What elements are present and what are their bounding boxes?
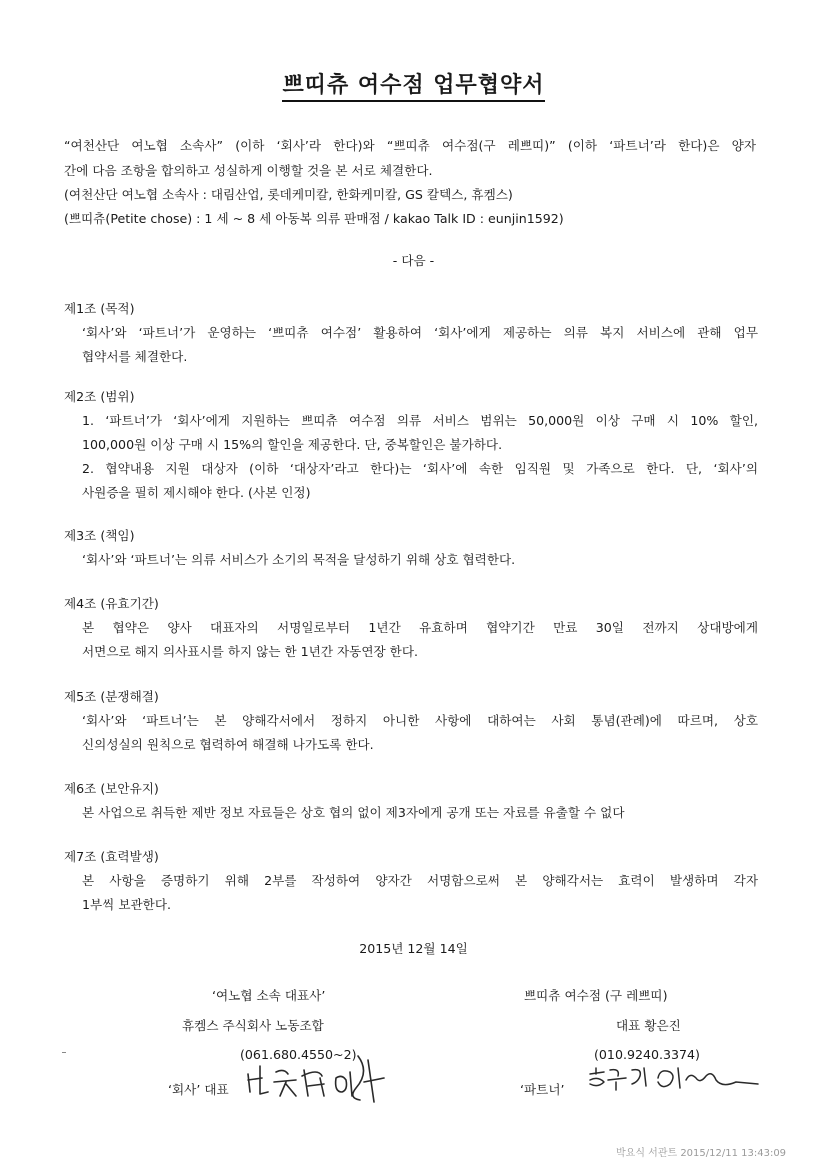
article-heading: 제7조 (효력발생) (64, 849, 159, 864)
partner-rep-label: ‘파트너’ (520, 1082, 565, 1097)
article-heading: 제3조 (책임) (64, 528, 135, 543)
company-name: 휴켐스 주식회사 노동조합 (182, 1018, 324, 1033)
article-line: 2. 협약내용 지원 대상자 (이하 ‘대상자’라고 한다)는 ‘회사’에 속한 임직원 및 가족으로 한다. 단, ‘회사’의 (82, 461, 758, 476)
article-line: 100,000원 이상 구매 시 15%의 할인을 제공한다. 단, 중복할인은 불가하다. (82, 437, 503, 452)
document-title (0, 68, 827, 99)
company-phone: (061.680.4550~2) (240, 1047, 357, 1062)
document-title-text: 쁘띠츄 여수점 업무협약서 (282, 73, 544, 102)
intro-line: “여천산단 여노협 소속사” (이하 ‘회사’라 한다)와 “쁘띠츄 여수점(구 레쁘띠)” (이하 ‘파트너’라 한다)은 양자 (64, 138, 756, 153)
separator: - 다음 - (392, 253, 435, 268)
article-line: 본 협약은 양사 대표자의 서명일로부터 1년간 유효하며 협약기간 만료 30일 전까지 상대방에게 (82, 620, 758, 635)
article-heading: 제1조 (목적) (64, 301, 135, 316)
article-line: 협약서를 체결한다. (82, 349, 188, 364)
partner-signature (586, 1062, 762, 1098)
article-line: ‘회사’와 ‘파트너’는 의류 서비스가 소기의 목적을 달성하기 위해 상호 협력한다. (82, 552, 516, 567)
article-line: 본 사업으로 취득한 제반 정보 자료들은 상호 협의 없이 제3자에게 공개 또는 자료를 유출할 수 없다 (82, 805, 625, 820)
article-line: 신의성실의 원칙으로 협력하여 해결해 나가도록 한다. (82, 737, 374, 752)
partner-name: 대표 황은진 (616, 1018, 681, 1033)
signing-date: 2015년 12월 14일 (359, 941, 468, 956)
print-footer: 박요식 서관트 2015/12/11 13:43:09 (616, 1148, 787, 1159)
company-rep-label: ‘회사’ 대표 (168, 1082, 229, 1097)
intro-line: (여천산단 여노협 소속사 : 대림산업, 롯데케미칼, 한화케미칼, GS 칼텍스, 휴켐스) (64, 187, 513, 202)
article-line: 서면으로 해지 의사표시를 하지 않는 한 1년간 자동연장 한다. (82, 644, 419, 659)
article-heading: 제2조 (범위) (64, 389, 135, 404)
intro-line: 간에 다음 조항을 합의하고 성실하게 이행할 것을 본 서로 체결한다. (64, 163, 433, 178)
article-line: 본 사항을 증명하기 위해 2부를 작성하여 양자간 서명함으로써 본 양해각서는 효력이 발생하며 각자 (82, 873, 758, 888)
article-heading: 제5조 (분쟁해결) (64, 689, 159, 704)
article-line: 1. ‘파트너’가 ‘회사’에게 지원하는 쁘띠츄 여수점 의류 서비스 범위는 50,000원 이상 구매 시 10% 할인, (82, 413, 758, 428)
partner-org: 쁘띠츄 여수점 (구 레쁘띠) (524, 988, 668, 1003)
article-line: 사원증을 필히 제시해야 한다. (사본 인정) (82, 485, 311, 500)
partner-phone: (010.9240.3374) (594, 1047, 700, 1062)
article-heading: 제6조 (보안유지) (64, 781, 159, 796)
company-org: ‘여노협 소속 대표사’ (212, 988, 326, 1003)
intro-line: (쁘띠츄(Petite chose) : 1 세 ~ 8 세 아동복 의류 판매점 / kakao Talk ID : eunjin1592) (64, 211, 564, 226)
article-line: ‘회사’와 ‘파트너’는 본 양해각서에서 정하지 아니한 사항에 대하여는 사회 통념(관례)에 따르며, 상호 (82, 713, 758, 728)
company-signature (238, 1052, 388, 1108)
article-heading: 제4조 (유효기간) (64, 596, 159, 611)
margin-mark (62, 1052, 66, 1053)
article-line: 1부씩 보관한다. (82, 897, 172, 912)
article-line: ‘회사’와 ‘파트너’가 운영하는 ‘쁘띠츄 여수점’ 활용하여 ‘회사’에게 제공하는 의류 복지 서비스에 관해 업무 (82, 325, 758, 340)
